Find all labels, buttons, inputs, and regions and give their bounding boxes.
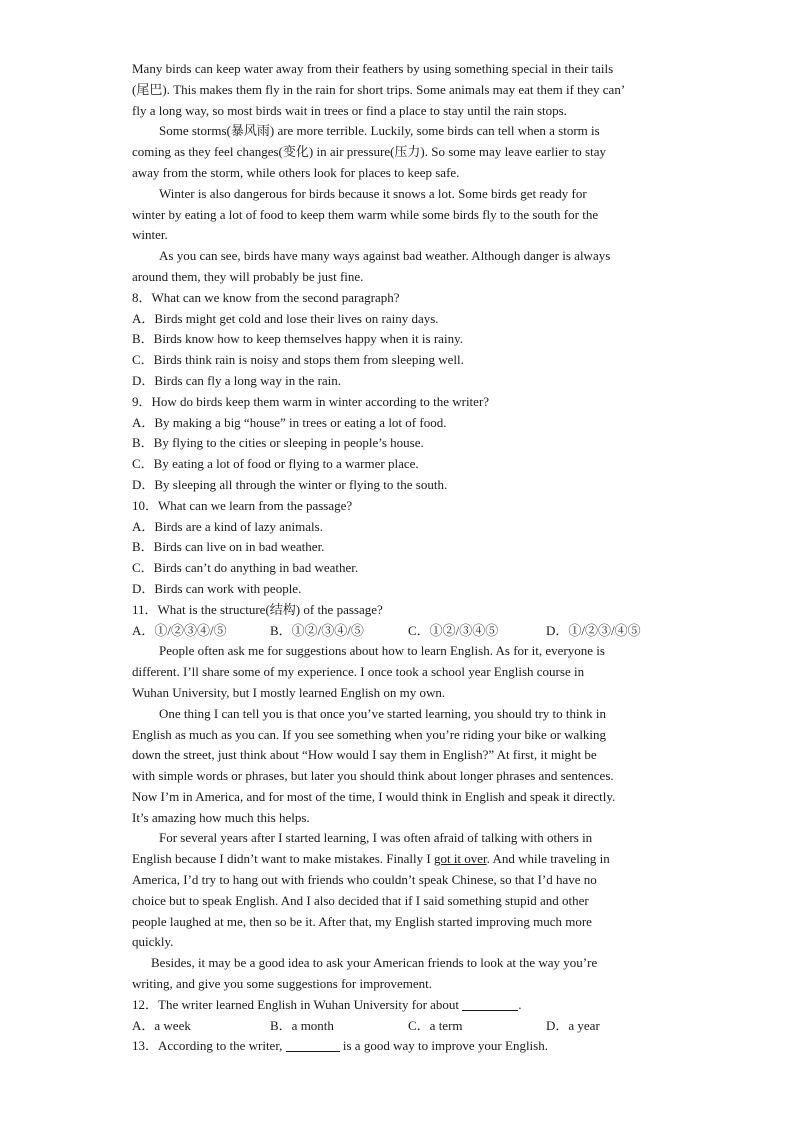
text-line: different. I’ll share some of my experience. I once took a school year English course in xyxy=(132,664,585,680)
text-line: For several years after I started learning, I was often afraid of talking with others in xyxy=(159,830,593,846)
question-stem xyxy=(132,1036,662,1057)
text-line: Many birds can keep water away from their feathers by using something special in their tails xyxy=(132,61,614,76)
option-d: D．Birds can fly a long way in the rain. xyxy=(132,372,342,388)
text-line: English as much as you can. If you see something when you’re riding your bike or walking xyxy=(132,726,607,742)
option-a: A．①/②③④/⑤ xyxy=(132,622,227,638)
document-page xyxy=(132,59,662,1057)
text-span: . And while traveling in xyxy=(486,851,610,867)
passage-1 xyxy=(132,59,662,288)
text-line: As you can see, birds have many ways against bad weather. Although danger is always xyxy=(159,248,611,264)
text-line: away from the storm, while others look for places to keep safe. xyxy=(132,164,460,180)
text-line: down the street, just think about “How would I say them in English?” At first, it might be xyxy=(132,747,597,763)
option-a: A．a week xyxy=(132,1017,191,1033)
option-c: C．Birds think rain is noisy and stops them from sleeping well. xyxy=(132,352,464,368)
answer-blank xyxy=(286,1038,340,1052)
text-line: (尾巴). This makes them fly in the rain for short trips. Some animals may eat them if they can’ xyxy=(132,81,626,97)
text-line: Winter is also dangerous for birds because it snows a lot. Some birds get ready for xyxy=(159,185,587,201)
text-line: winter. xyxy=(132,227,168,243)
option-a: A．By making a big “house” in trees or eating a lot of food. xyxy=(132,414,447,430)
option-b: B．Birds can live on in bad weather. xyxy=(132,539,325,555)
option-b: B．a month xyxy=(270,1017,334,1033)
text-line: People often ask me for suggestions about how to learn English. As for it, everyone is xyxy=(159,643,605,659)
question-9 xyxy=(132,392,662,496)
options-row xyxy=(132,621,662,642)
text-line: with simple words or phrases, but later you should think about longer phrases and sentences. xyxy=(132,768,614,784)
text-line: coming as they feel changes(变化) in air pressure(压力). So some may leave earlier to stay xyxy=(132,144,606,160)
answer-blank xyxy=(462,997,518,1011)
option-d: D．a year xyxy=(546,1017,600,1033)
text-line: Wuhan University, but I mostly learned English on my own. xyxy=(132,684,446,700)
option-d: D．By sleeping all through the winter or flying to the south. xyxy=(132,476,448,492)
option-c: C．By eating a lot of food or flying to a warmer place. xyxy=(132,456,419,472)
text-span: English because I didn’t want to make mistakes. Finally I xyxy=(132,851,434,867)
option-d: D．①/②③/④⑤ xyxy=(546,622,641,638)
question-10 xyxy=(132,496,662,600)
text-line: people laughed at me, then so be it. After that, my English started improving much more xyxy=(132,913,592,929)
option-b: B．By flying to the cities or sleeping in people’s house. xyxy=(132,435,424,451)
option-a: A．Birds might get cold and lose their lives on rainy days. xyxy=(132,310,439,326)
question-12 xyxy=(132,995,662,1037)
text-line: Now I’m in America, and for most of the time, I would think in English and speak it directly. xyxy=(132,788,616,804)
question-stem: 8．What can we know from the second paragraph? xyxy=(132,289,400,305)
text-line: It’s amazing how much this helps. xyxy=(132,809,310,825)
option-b: B．①②/③④/⑤ xyxy=(270,622,364,638)
text-line: quickly. xyxy=(132,934,174,950)
underlined-phrase: got it over xyxy=(433,851,487,867)
options-row xyxy=(132,1016,662,1037)
text-line: One thing I can tell you is that once you’ve started learning, you should try to think in xyxy=(159,705,606,721)
text-line: choice but to speak English. And I also decided that if I said something stupid and other xyxy=(132,892,589,908)
option-c: C．a term xyxy=(408,1017,463,1033)
option-c: C．①②/③④⑤ xyxy=(408,622,499,638)
text-span: 13．According to the writer, xyxy=(132,1038,286,1054)
text-line: Some storms(暴风雨) are more terrible. Luckily, some birds can tell when a storm is xyxy=(159,123,600,139)
option-d: D．Birds can work with people. xyxy=(132,580,302,596)
option-b: B．Birds know how to keep themselves happy when it is rainy. xyxy=(132,331,463,347)
text-line: writing, and give you some suggestions for improvement. xyxy=(132,976,433,992)
passage-2 xyxy=(132,641,662,995)
question-8 xyxy=(132,288,662,392)
question-13 xyxy=(132,1036,662,1057)
text-line: fly a long way, so most birds wait in trees or find a place to stay until the rain stops. xyxy=(132,102,567,118)
text-span: is a good way to improve your English. xyxy=(339,1038,548,1054)
question-stem: 11．What is the structure(结构) of the passage? xyxy=(132,601,383,617)
question-stem: 10．What can we learn from the passage? xyxy=(132,497,353,513)
question-stem xyxy=(132,995,662,1016)
text-line: America, I’d try to hang out with friends who couldn’t speak Chinese, so that I’d have no xyxy=(132,872,597,888)
text-line xyxy=(132,849,662,870)
text-line: around them, they will probably be just fine. xyxy=(132,268,364,284)
text-span: . xyxy=(518,996,522,1012)
text-span: 12．The writer learned English in Wuhan University for about xyxy=(132,996,463,1012)
text-line: Besides, it may be a good idea to ask your American friends to look at the way you’re xyxy=(151,955,598,971)
question-stem: 9．How do birds keep them warm in winter according to the writer? xyxy=(132,393,490,409)
option-a: A．Birds are a kind of lazy animals. xyxy=(132,518,323,534)
question-11 xyxy=(132,600,662,642)
option-c: C．Birds can’t do anything in bad weather. xyxy=(132,560,359,576)
text-line: winter by eating a lot of food to keep them warm while some birds fly to the south for the xyxy=(132,206,599,222)
